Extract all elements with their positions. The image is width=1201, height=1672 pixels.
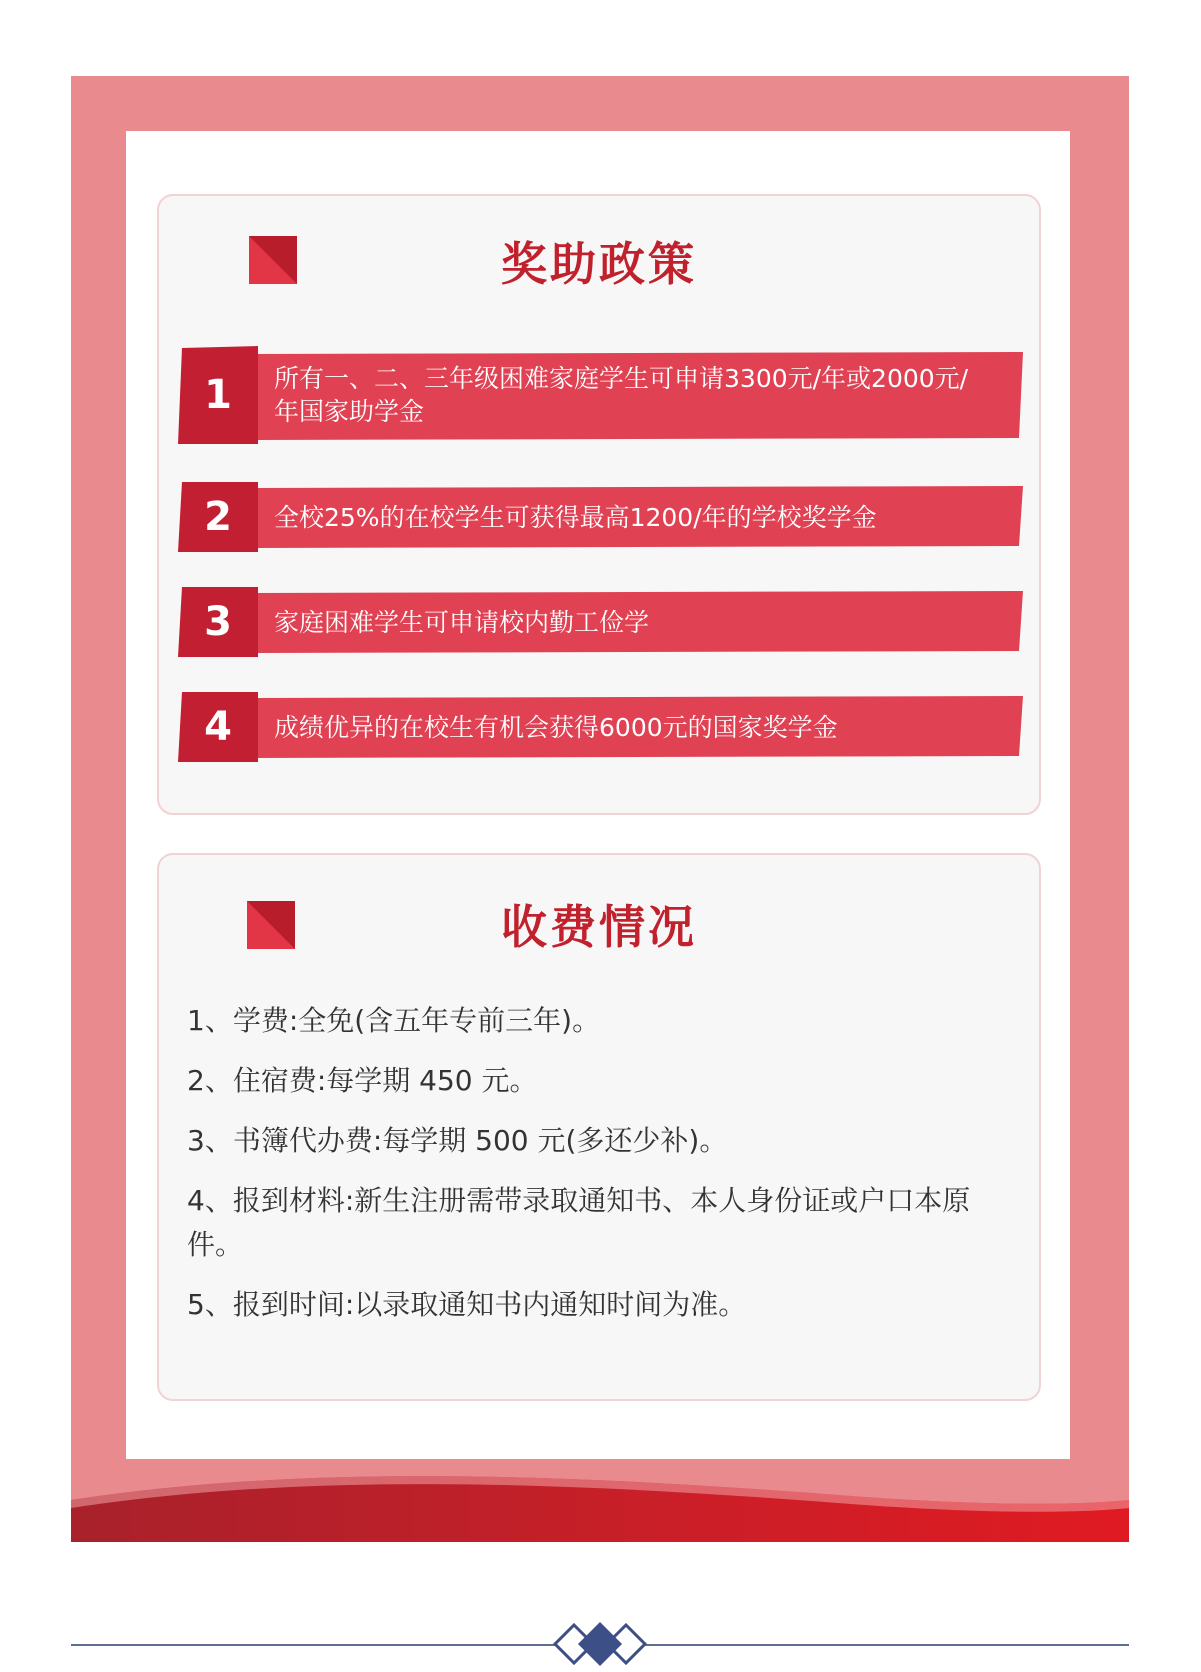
fees-title: 收费情况 <box>501 900 697 954</box>
policy-number: 1 <box>204 372 232 418</box>
policy-text: 家庭困难学生可申请校内勤工俭学 <box>274 607 650 637</box>
scholarship-policy-title: 奖助政策 <box>501 237 697 291</box>
fee-item: 3、书簿代办费:每学期 500 元(多还少补)。 <box>187 1124 728 1157</box>
policy-item-3 <box>178 587 1023 657</box>
diamond-ornament-icon <box>548 1622 652 1666</box>
policy-text: 所有一、二、三年级困难家庭学生可申请3300元/年或2000元/年国家助学金 <box>274 364 969 426</box>
policy-number: 4 <box>204 704 232 750</box>
policy-text: 成绩优异的在校生有机会获得6000元的国家奖学金 <box>274 712 838 742</box>
fees-list <box>187 999 1007 1343</box>
policy-text: 全校25%的在校学生可获得最高1200/年的学校奖学金 <box>274 502 877 532</box>
scholarship-policy-card <box>157 194 1041 815</box>
policy-item-2 <box>178 482 1023 552</box>
fee-item: 4、报到材料:新生注册需带录取通知书、本人身份证或户口本原件。 <box>187 1184 971 1261</box>
fee-item: 1、学费:全免(含五年专前三年)。 <box>187 1004 601 1037</box>
policy-item-1 <box>178 346 1023 444</box>
policy-number: 2 <box>204 494 232 540</box>
fee-item: 5、报到时间:以录取通知书内通知时间为准。 <box>187 1288 747 1321</box>
fees-card <box>157 853 1041 1401</box>
bottom-wave-decoration <box>71 1470 1129 1542</box>
fee-item: 2、住宿费:每学期 450 元。 <box>187 1064 538 1097</box>
policy-number: 3 <box>204 599 232 645</box>
policy-item-4 <box>178 692 1023 762</box>
